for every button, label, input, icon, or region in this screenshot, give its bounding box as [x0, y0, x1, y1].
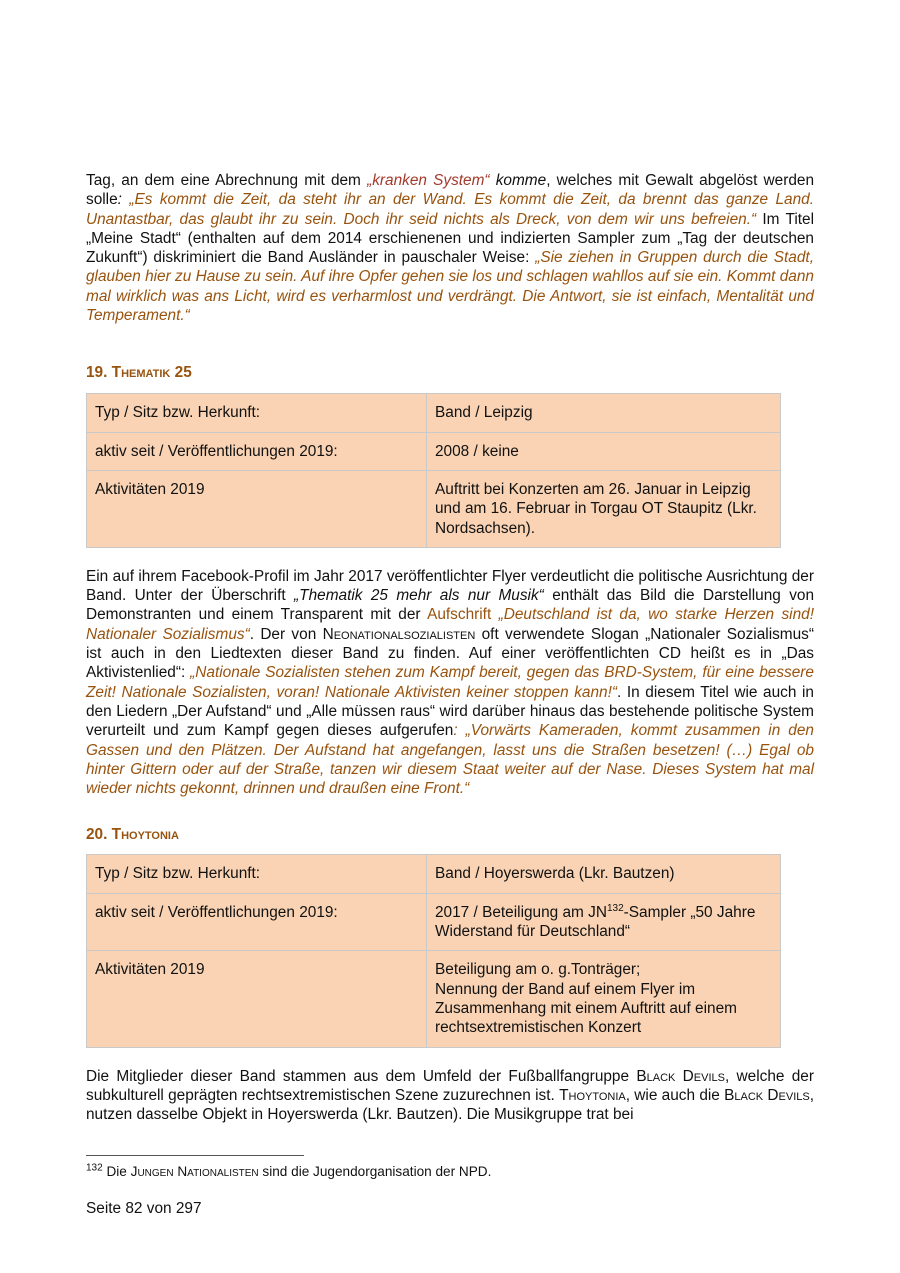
- page-content: [86, 171, 814, 1124]
- table-row: [87, 893, 781, 951]
- intro-paragraph: Tag, an dem eine Abrechnung mit dem „kranken System“ komme, welches mit Gewalt abgelöst werden solle: „Es kommt die Zeit, da steht ihr an der Wand. Es kommt die Zeit, da brennt das ganze Land. Unantastbar, das glaubt ihr zu sein. Doch ihr seid nichts als Dreck, von dem wir uns befreien.“ Im Titel „Meine Stadt“ (enthalten auf dem 2014 erschienenen und indizierten Sampler zum „Tag der deutschen Zukunft“) diskriminiert die Band Ausländer in pauschaler Weise: „Sie ziehen in Gruppen durch die Stadt, glauben hier zu Hause zu sein. Auf ihre Opfer gehen sie los und schlagen wahllos auf sie ein. Kommt dann mal wirklich was ans Licht, wird es verharmlost und verdrängt. Die Antwort, sie ist einfach, Mentalität und Temperament.“: [86, 172, 815, 325]
- row-label: Aktivitäten 2019: [87, 470, 427, 547]
- page-number: Seite 82 von 297: [86, 1200, 202, 1217]
- footnote-divider: [86, 1155, 304, 1156]
- table-row: [87, 432, 781, 470]
- section-20-table: [86, 854, 781, 1047]
- row-label: Aktivitäten 2019: [87, 951, 427, 1047]
- section-20-paragraph: Die Mitglieder dieser Band stammen aus dem Umfeld der Fußballfangruppe Black Devils, welche der subkulturell geprägten rechtsextremistischen Szene zuzurechnen ist. Thoytonia, wie auch die Black Devils, nutzen dasselbe Objekt in Hoyerswerda (Lkr. Bautzen). Die Musikgruppe trat bei: [86, 1067, 814, 1124]
- table-row: [87, 855, 781, 893]
- row-value: 2017 / Beteiligung am JN$^{132}$-Sampler „50 Jahre Widerstand für Deutschland“: [427, 893, 781, 951]
- row-value: Beteiligung am o. g.Tonträger; Nennung der Band auf einem Flyer im Zusammenhang mit einem Auftritt auf einem rechtsextremistischen Konzert: [427, 951, 781, 1047]
- section-19-paragraph: Ein auf ihrem Facebook-Profil im Jahr 2017 veröffentlichter Flyer verdeutlicht die politische Ausrichtung der Band. Unter der Überschrift „Thematik 25 mehr als nur Musik“ enthält das Bild die Darstellung von Demonstranten und einem Transparent mit der Aufschrift „Deutschland ist da, wo starke Herzen sind! Nationaler Sozialismus“. Der von Neonationalsozialisten oft verwendete Slogan „Nationaler Sozialismus“ ist auch in den Liedtexten dieser Band zu finden. Auf einer veröffentlichten CD heißt es in „Das Aktivistenlied“: „Nationale Sozialisten stehen zum Kampf bereit, gegen das BRD-System, für eine bessere Zeit! Nationale Sozialisten, voran! Nationale Aktivisten keiner stoppen kann!“. In diesem Titel wie auch in den Liedern „Der Aufstand“ und „Alle müssen raus“ wird darüber hinaus das bestehende politische System verurteilt und zum Kampf gegen dieses aufgerufen: „Vorwärts Kameraden, kommt zusammen in den Gassen und den Plätzen. Der Aufstand hat angefangen, lasst uns die Straßen besetzen! (…) Egal ob hinter Gittern oder auf der Straße, tanzen wir diesem Staat weiter auf der Nase. Dieses System hat mal wieder nichts gekonnt, drinnen und draußen eine Front.“: [86, 567, 815, 798]
- row-value: Band / Leipzig: [427, 394, 781, 432]
- table-row: [87, 394, 781, 432]
- section-20-heading: 20. Thoytonia: [86, 826, 179, 844]
- row-value: Auftritt bei Konzerten am 26. Januar in Leipzig und am 16. Februar in Torgau OT Staupitz (Lkr. Nordsachsen).: [427, 470, 781, 547]
- row-label: Typ / Sitz bzw. Herkunft:: [87, 394, 427, 432]
- table-row: [87, 470, 781, 547]
- row-value: 2008 / keine: [427, 432, 781, 470]
- table-row: [87, 951, 781, 1047]
- section-19-heading: 19. Thematik 25: [86, 364, 192, 382]
- row-value: Band / Hoyerswerda (Lkr. Bautzen): [427, 855, 781, 893]
- footnote-ref: 132: [606, 902, 624, 914]
- section-19-table: [86, 393, 781, 547]
- row-label: aktiv seit / Veröffentlichungen 2019:: [87, 893, 427, 951]
- row-label: aktiv seit / Veröffentlichungen 2019:: [87, 432, 427, 470]
- row-label: Typ / Sitz bzw. Herkunft:: [87, 855, 427, 893]
- footnote: $^{132}$ Die Jungen Nationalisten sind die Jugendorganisation der NPD.: [86, 1162, 492, 1179]
